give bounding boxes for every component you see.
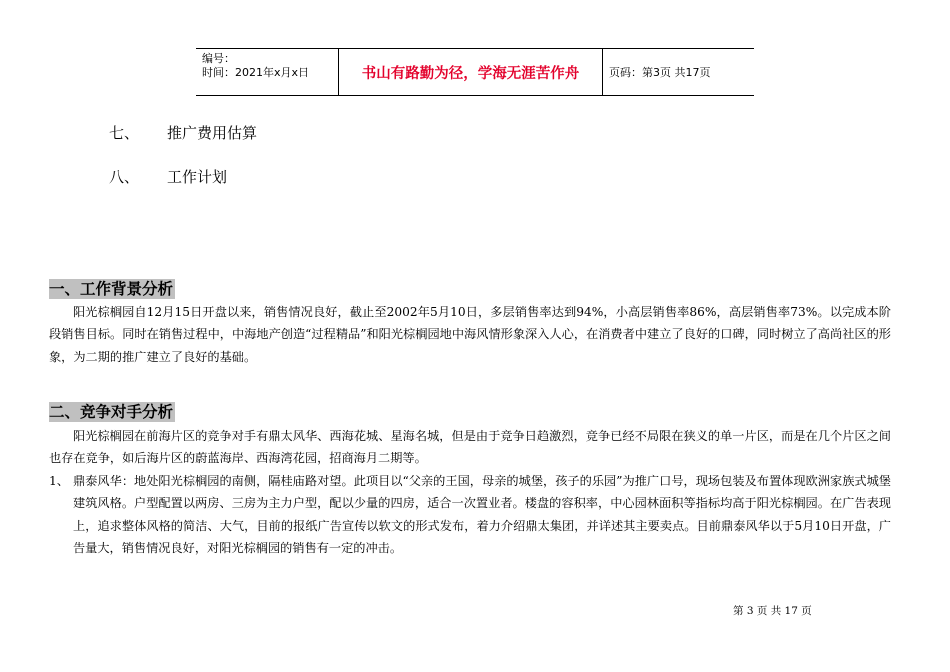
header-meta [196, 49, 339, 95]
outline-text: 工作计划 [167, 168, 228, 186]
header-page-label: 页码：第3页 共17页 [609, 66, 711, 79]
competitors-paragraph: 阳光棕榈园在前海片区的竞争对手有鼎太风华、西海花城、星海名城，但是由于竞争日趋激烈，竞争已经不局限在狭义的单一片区，而是在几个片区之间也存在竞争，如后海片区的蔚蓝海岸、西海湾花园，招商海月二期等。 [49, 429, 891, 466]
section-heading-background: 一、工作背景分析 [49, 280, 174, 298]
item-text: 鼎泰风华：地处阳光棕榈园的南侧，隔桂庙路对望。此项目以“父亲的王国，母亲的城堡，孩子的乐园”为推广口号，现场包装及布置体现欧洲家族式城堡建筑风格。户型配置以两房、三房为主力户型，配以少量的四房，适合一次置业者。楼盘的容积率，中心园林面积等指标均高于阳光棕榈园。在广告表现上，追求整体风格的简洁、大气，目前的报纸广告宣传以软文的形式发布，着力介绍鼎太集团，并详述其主要卖点。目前鼎泰风华以于5月10日开盘，广告量大，销售情况良好，对阳光棕榈园的销售有一定的冲击。 [73, 474, 891, 556]
item-number: 1、 [49, 474, 69, 488]
outline-item-7 [109, 122, 409, 142]
outline-number: 七、 [109, 124, 140, 142]
header-number-label: 编号： [202, 52, 235, 65]
outline-text: 推广费用估算 [167, 124, 258, 142]
header-time-label: 时间：2021年x月x日 [202, 66, 310, 79]
header-motto: 书山有路勤为径，学海无涯苦作舟 [339, 49, 603, 95]
outline-item-8 [109, 166, 409, 186]
page-header [196, 48, 754, 96]
background-paragraph: 阳光棕榈园自12月15日开盘以来，销售情况良好，截止至2002年5月10日，多层销售率达到94%，小高层销售率86%，高层销售率73%。以完成本阶段销售目标。同时在销售过程中，中海地产创造“过程精品”和阳光棕榈园地中海风情形象深入人心，在消费者中建立了良好的口碑，同时树立了高尚社区的形象，为二期的推广建立了良好的基础。 [49, 305, 891, 364]
outline-number: 八、 [109, 168, 140, 186]
section-heading-competitors: 二、竞争对手分析 [49, 403, 174, 421]
page-footer: 第 3 页 共 17 页 [733, 605, 812, 617]
